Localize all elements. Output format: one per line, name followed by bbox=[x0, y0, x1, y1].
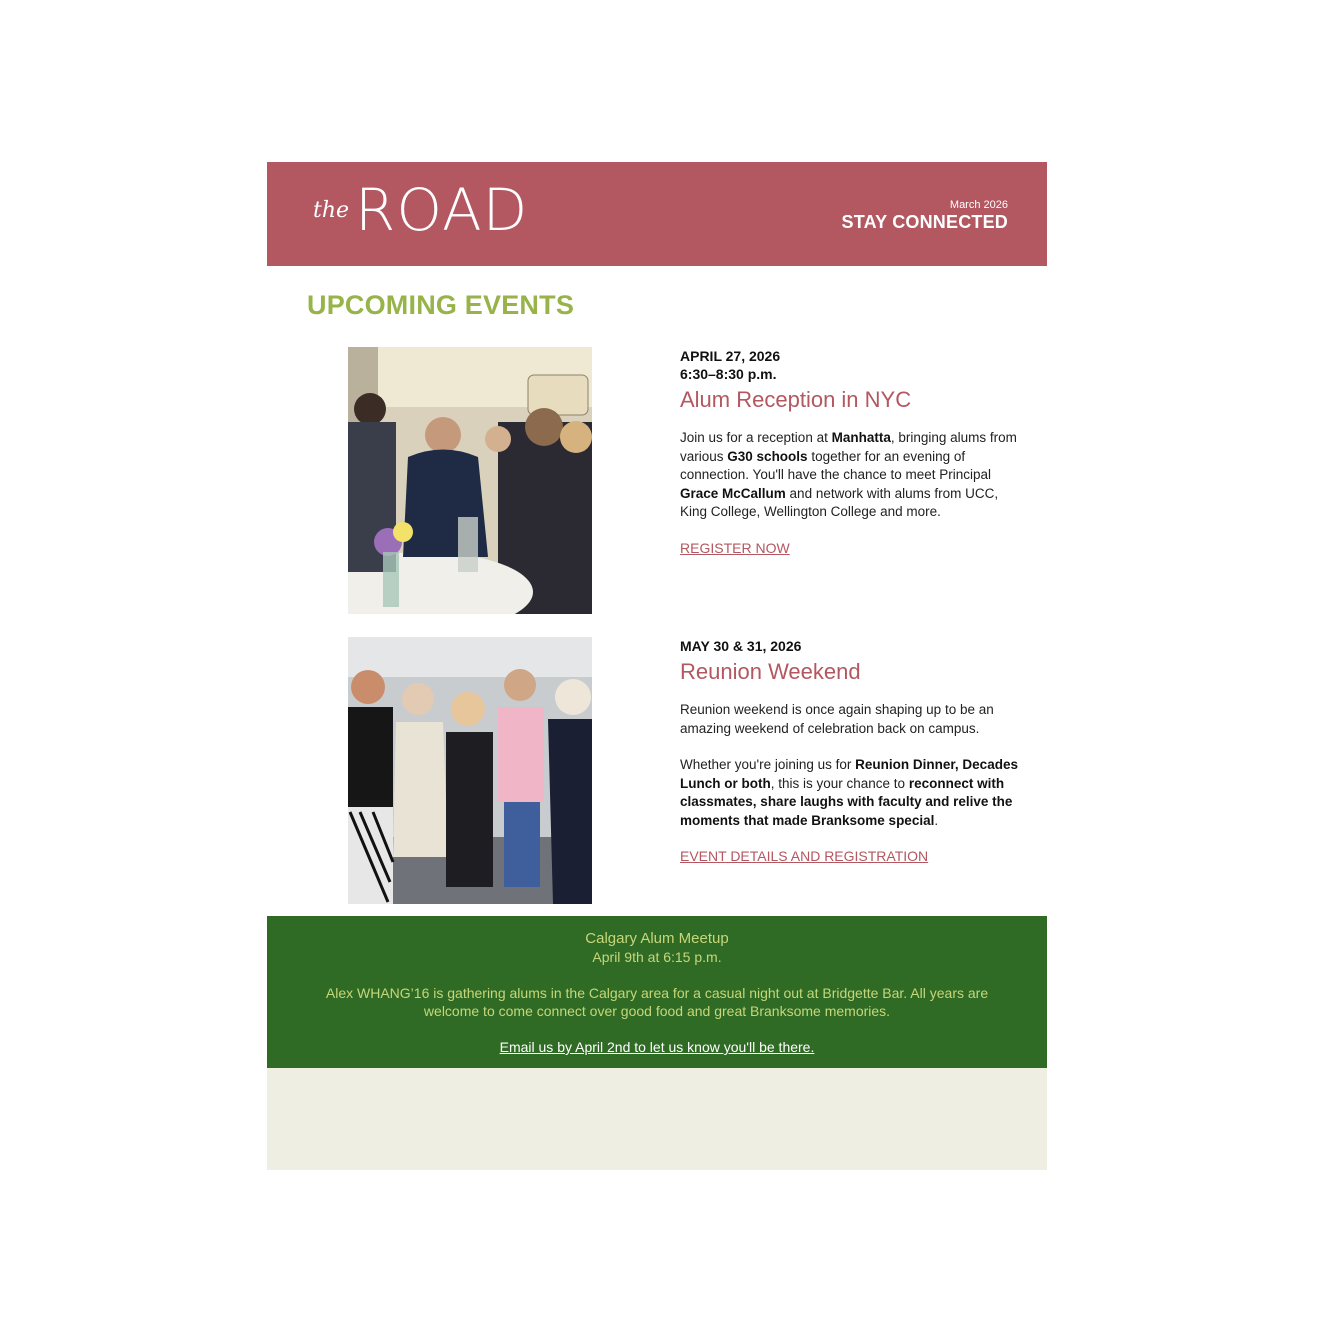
calgary-text: Alex WHANG’16 is gathering alums in the Calgary area for a casual night out at Bridgette Bar. All years are welcome to come connect over good food and great Branksome memories. bbox=[325, 985, 989, 1019]
event-description bbox=[680, 701, 1020, 830]
logo-road: ROAD bbox=[355, 176, 529, 244]
tagline: STAY CONNECTED bbox=[841, 212, 1008, 232]
reception-photo-icon bbox=[348, 347, 592, 614]
bold-text: Manhatta bbox=[831, 430, 891, 445]
event-details-link[interactable]: EVENT DETAILS AND REGISTRATION bbox=[680, 848, 929, 864]
header-banner bbox=[267, 162, 1047, 266]
reception-photo bbox=[348, 347, 592, 614]
footer-band bbox=[267, 1068, 1047, 1170]
event-date: APRIL 27, 2026 bbox=[680, 348, 781, 364]
text-run: . bbox=[934, 812, 939, 828]
bold-text: Grace McCallum bbox=[680, 485, 786, 501]
bold-text: Reunion Dinner, Decades Lunch or both bbox=[680, 757, 1018, 791]
section-title: UPCOMING EVENTS bbox=[307, 290, 575, 320]
event-title: Reunion Weekend bbox=[680, 659, 861, 684]
calgary-meetup-band bbox=[267, 916, 1047, 1068]
event-date: MAY 30 & 31, 2026 bbox=[680, 638, 802, 654]
text-run: and network with alums from UCC, King College, Wellington College and more. bbox=[680, 485, 999, 519]
register-now-link[interactable]: REGISTER NOW bbox=[680, 539, 790, 556]
reunion-photo bbox=[348, 637, 592, 904]
logo-the: the bbox=[313, 197, 350, 223]
email-newsletter bbox=[267, 162, 1047, 1055]
event-paragraph bbox=[680, 701, 1020, 738]
calgary-title: Calgary Alum Meetup bbox=[585, 930, 729, 947]
issue-info bbox=[842, 199, 1009, 233]
event-time: 6:30–8:30 p.m. bbox=[680, 366, 777, 382]
event-paragraph bbox=[680, 756, 1020, 830]
reunion-photo-icon bbox=[348, 637, 592, 904]
event-card-nyc bbox=[267, 347, 1047, 617]
bold-text: G30 schools bbox=[727, 448, 808, 464]
text-run: Join us for a reception at bbox=[680, 430, 832, 445]
the-road-logo bbox=[313, 176, 528, 244]
bold-text: reconnect with classmates, share laughs with faculty and relive the moments that made Branksome special bbox=[680, 775, 1013, 828]
event-title: Alum Reception in NYC bbox=[680, 387, 912, 412]
text-run: Whether you're joining us for bbox=[680, 757, 856, 772]
event-paragraph bbox=[680, 429, 1020, 522]
calgary-email-link[interactable]: Email us by April 2nd to let us know you'll be there. bbox=[499, 1039, 815, 1055]
event-info-reunion bbox=[680, 637, 1020, 866]
event-card-reunion bbox=[267, 637, 1047, 907]
issue-date: March 2026 bbox=[949, 199, 1008, 211]
calgary-time: April 9th at 6:15 p.m. bbox=[592, 949, 722, 965]
event-info-nyc bbox=[680, 347, 1020, 558]
text-run: Reunion weekend is once again shaping up to be an amazing weekend of celebration back on campus. bbox=[680, 702, 994, 736]
text-run: , this is your chance to bbox=[770, 775, 909, 791]
text-run: , bringing alums from various bbox=[680, 430, 1017, 464]
text-run: together for an evening of connection. You'll have the chance to meet Principal bbox=[680, 448, 992, 482]
event-description bbox=[680, 429, 1020, 522]
